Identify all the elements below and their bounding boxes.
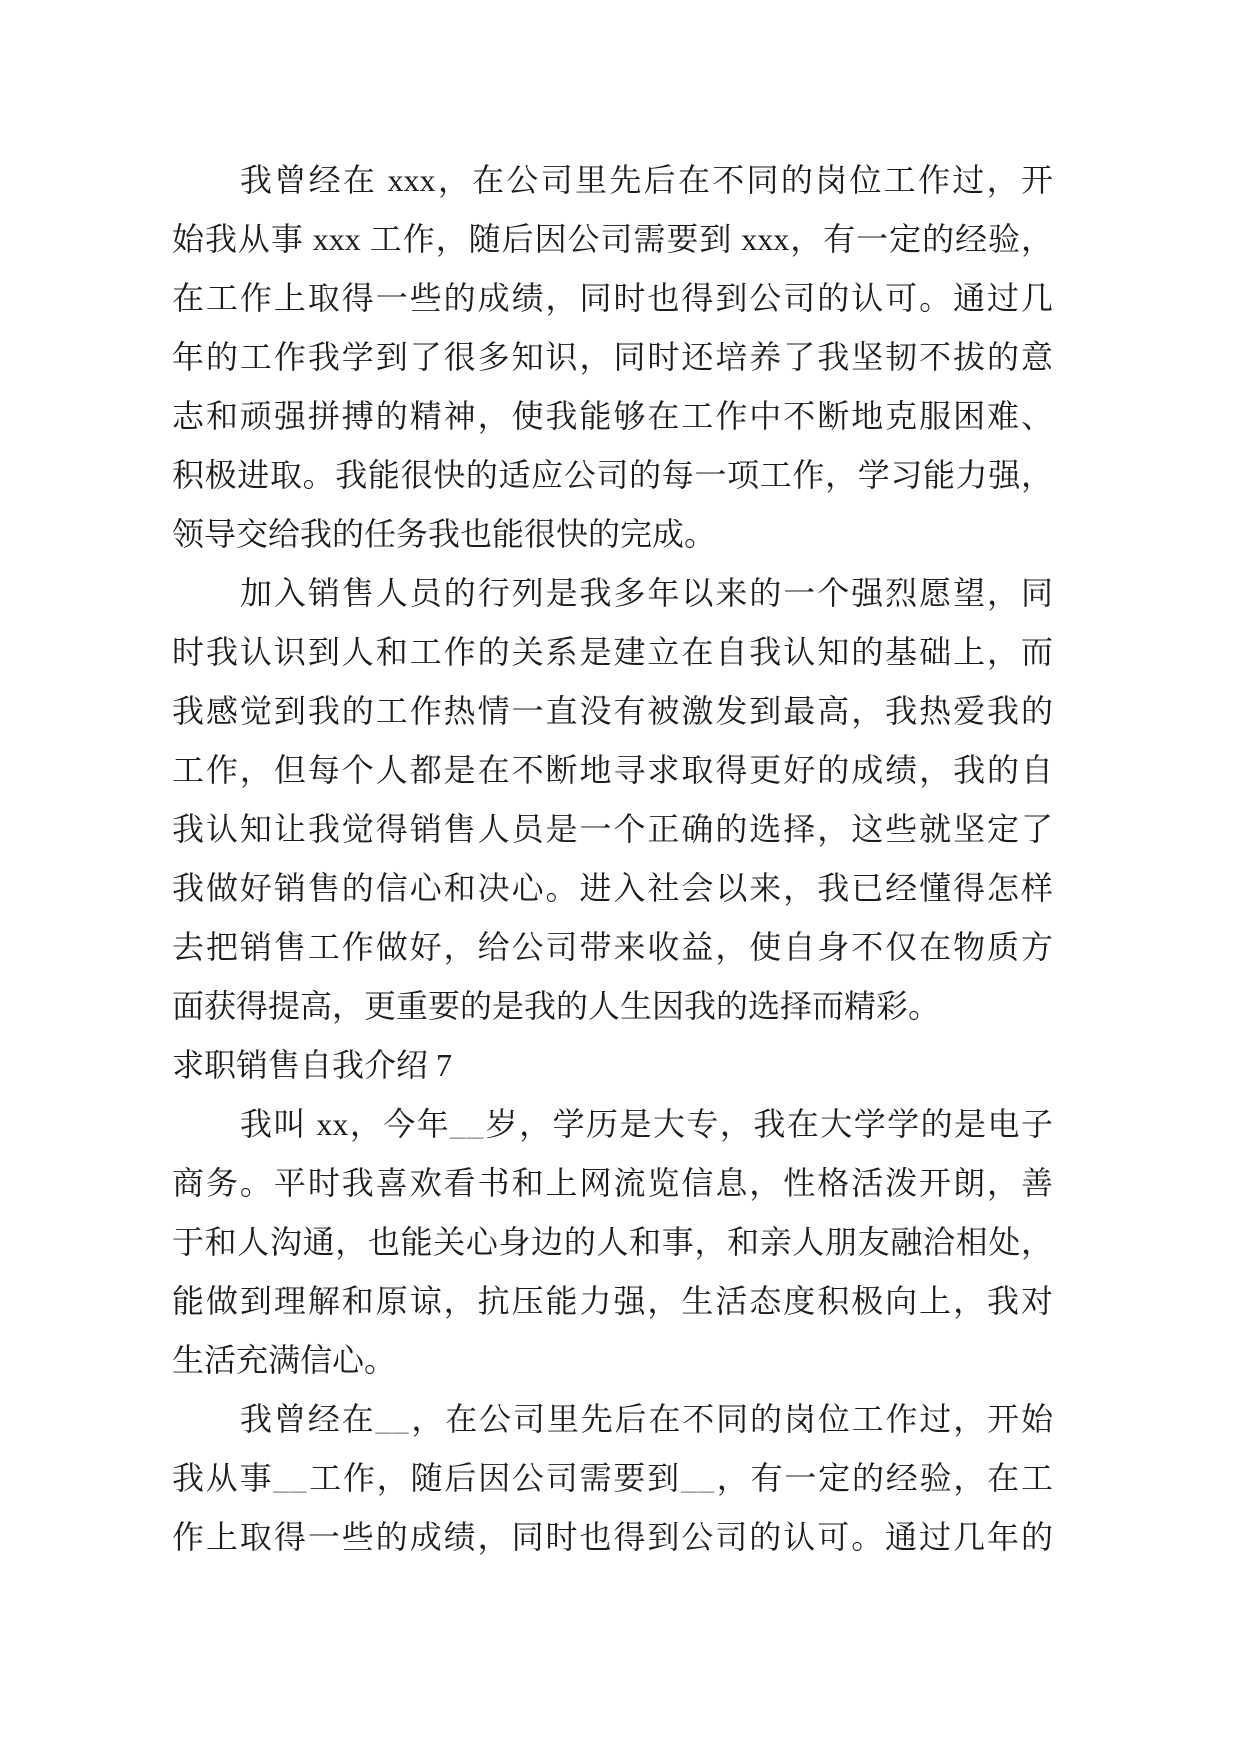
text-line bbox=[172, 1154, 1053, 1213]
text-run: 作上取得一些的成绩，同时也得到公司的认可。通过几年的 bbox=[172, 1519, 1053, 1555]
text-run: 在工作上取得一些的成绩，同时也得到公司的认可。通过几 bbox=[172, 280, 1053, 316]
text-line bbox=[172, 151, 1053, 210]
blank-underscore: __ bbox=[273, 1460, 308, 1496]
text-run: 我曾经在 bbox=[240, 1401, 376, 1437]
section-heading bbox=[172, 1036, 1053, 1095]
text-line bbox=[172, 977, 1053, 1036]
heading-line bbox=[172, 1036, 1053, 1095]
document-body bbox=[172, 151, 1053, 1567]
text-line bbox=[172, 1213, 1053, 1272]
text-run: 能做到理解和原谅，抗压能力强，生活态度积极向上，我对 bbox=[172, 1283, 1053, 1319]
text-run: 时我认识到人和工作的关系是建立在自我认知的基础上，而 bbox=[172, 634, 1053, 670]
text-run: 我做好销售的信心和决心。进入社会以来，我已经懂得怎样 bbox=[172, 870, 1053, 906]
paragraph-3 bbox=[172, 1095, 1053, 1390]
text-line bbox=[172, 505, 1053, 564]
text-run: 我叫 xx，今年 bbox=[240, 1106, 451, 1142]
text-line bbox=[172, 328, 1053, 387]
text-line bbox=[172, 269, 1053, 328]
text-run: 去把销售工作做好，给公司带来收益，使自身不仅在物质方 bbox=[172, 929, 1053, 965]
text-run: 商务。平时我喜欢看书和上网流览信息，性格活泼开朗，善 bbox=[172, 1165, 1053, 1201]
text-line bbox=[172, 1331, 1053, 1390]
paragraph-1 bbox=[172, 151, 1053, 564]
text-line bbox=[172, 623, 1053, 682]
text-run: ，有一定的经验，在工 bbox=[714, 1460, 1053, 1496]
text-run: 工作，但每个人都是在不断地寻求取得更好的成绩，我的自 bbox=[172, 752, 1053, 788]
text-run: ，在公司里先后在不同的岗位工作过，开始 bbox=[409, 1401, 1053, 1437]
text-line bbox=[172, 859, 1053, 918]
text-run: 领导交给我的任务我也能很快的完成。 bbox=[172, 516, 717, 552]
text-line bbox=[172, 1095, 1053, 1154]
text-line bbox=[172, 800, 1053, 859]
blank-underscore: __ bbox=[450, 1106, 485, 1142]
text-run: 于和人沟通，也能关心身边的人和事，和亲人朋友融洽相处， bbox=[172, 1224, 1053, 1260]
text-run: 求职销售自我介绍 7 bbox=[172, 1047, 453, 1083]
paragraph-4 bbox=[172, 1390, 1053, 1567]
text-run: 年的工作我学到了很多知识，同时还培养了我坚韧不拔的意 bbox=[172, 339, 1053, 375]
text-line bbox=[172, 387, 1053, 446]
text-run: 生活充满信心。 bbox=[172, 1342, 397, 1378]
paragraph-2 bbox=[172, 564, 1053, 1036]
text-run: 我感觉到我的工作热情一直没有被激发到最高，我热爱我的 bbox=[172, 693, 1053, 729]
text-line bbox=[172, 1508, 1053, 1567]
text-run: 我曾经在 xxx，在公司里先后在不同的岗位工作过，开 bbox=[240, 162, 1053, 198]
text-line bbox=[172, 446, 1053, 505]
text-run: 我认知让我觉得销售人员是一个正确的选择，这些就坚定了 bbox=[172, 811, 1053, 847]
text-run: 岁，学历是大专，我在大学学的是电子 bbox=[484, 1106, 1053, 1142]
text-line bbox=[172, 1449, 1053, 1508]
text-line bbox=[172, 682, 1053, 741]
blank-underscore: __ bbox=[680, 1460, 715, 1496]
text-run: 我从事 bbox=[172, 1460, 274, 1496]
text-run: 面获得提高，更重要的是我的人生因我的选择而精彩。 bbox=[172, 988, 941, 1024]
blank-underscore: __ bbox=[375, 1401, 410, 1437]
text-run: 加入销售人员的行列是我多年以来的一个强烈愿望，同 bbox=[240, 575, 1053, 611]
text-line bbox=[172, 1272, 1053, 1331]
text-line bbox=[172, 918, 1053, 977]
text-line bbox=[172, 564, 1053, 623]
text-line bbox=[172, 741, 1053, 800]
text-run: 积极进取。我能很快的适应公司的每一项工作，学习能力强， bbox=[172, 457, 1053, 493]
text-run: 始我从事 xxx 工作，随后因公司需要到 xxx，有一定的经验， bbox=[172, 221, 1053, 257]
text-run: 志和顽强拼搏的精神，使我能够在工作中不断地克服困难、 bbox=[172, 398, 1053, 434]
text-run: 工作，随后因公司需要到 bbox=[307, 1460, 681, 1496]
text-line bbox=[172, 1390, 1053, 1449]
text-line bbox=[172, 210, 1053, 269]
